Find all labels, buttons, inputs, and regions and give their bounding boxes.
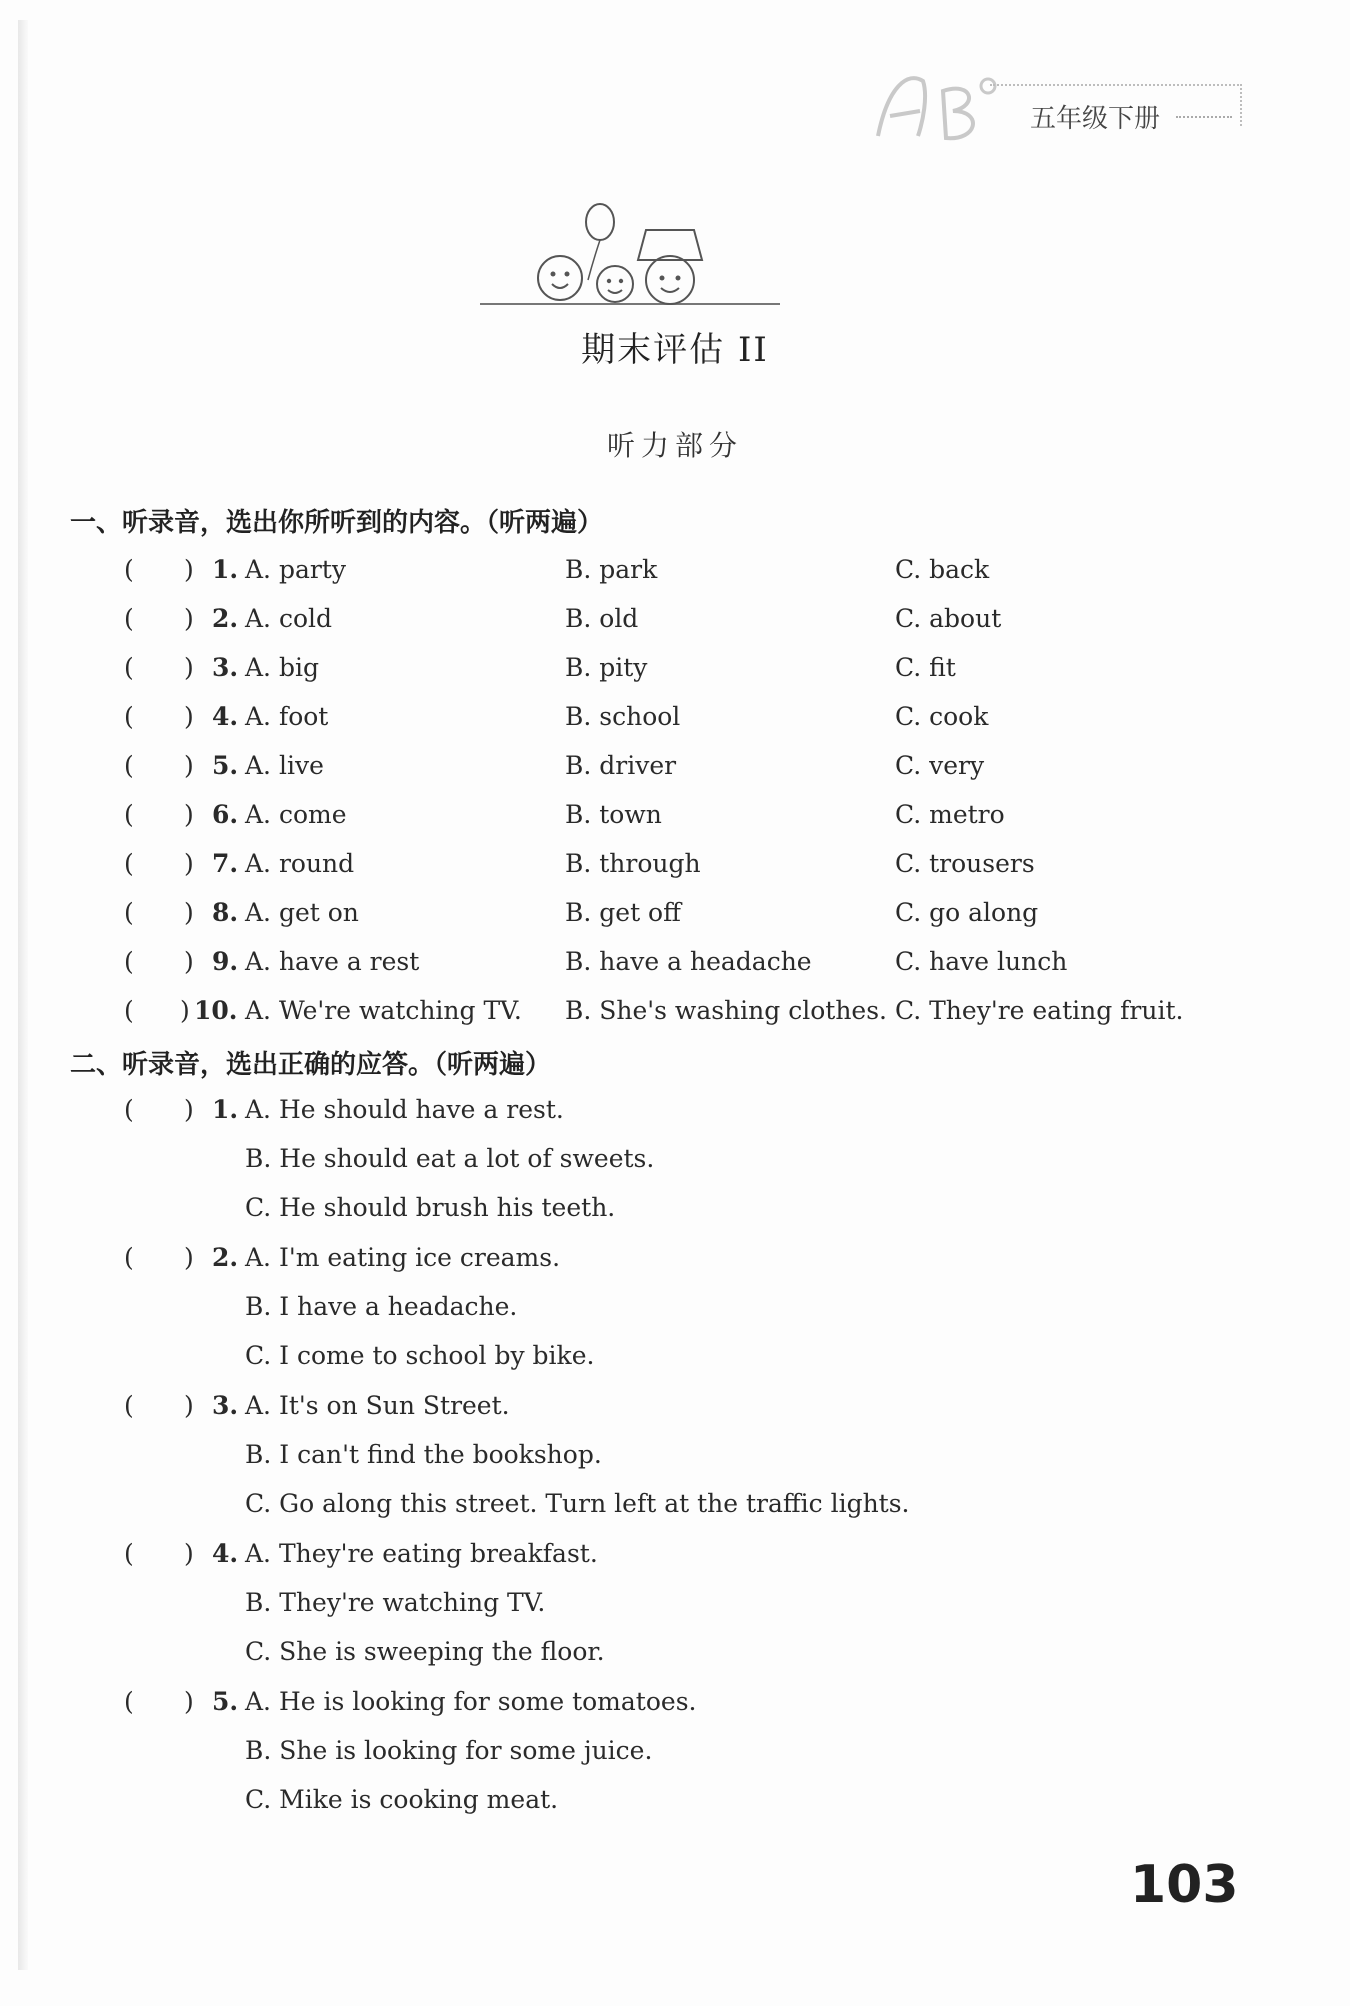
- answer-paren-open[interactable]: (: [124, 898, 134, 927]
- answer-paren-open[interactable]: (: [124, 996, 134, 1025]
- option-b: B. I can't find the bookshop.: [245, 1440, 602, 1469]
- option-b: B. have a headache: [565, 947, 812, 976]
- question-number: 1.: [212, 1095, 239, 1124]
- option-c: C. metro: [895, 800, 1005, 829]
- answer-paren-open[interactable]: (: [124, 1095, 134, 1124]
- option-a: A. It's on Sun Street.: [245, 1391, 510, 1420]
- question-number: 2.: [212, 1243, 239, 1272]
- section-subtitle: 听力部分: [606, 429, 743, 462]
- option-b: B. town: [565, 800, 662, 829]
- part2-heading: 二、听录音，选出正确的应答。（听两遍）: [70, 1050, 552, 1080]
- option-a: A. He should have a rest.: [245, 1095, 564, 1124]
- question-number: 6.: [212, 800, 239, 829]
- option-a: A. We're watching TV.: [245, 996, 522, 1025]
- answer-paren-close: ): [184, 1539, 194, 1568]
- option-c: C. They're eating fruit.: [895, 996, 1184, 1025]
- part1-heading: 一、听录音，选出你所听到的内容。（听两遍）: [70, 508, 604, 538]
- answer-paren-close: ): [184, 702, 194, 731]
- option-b: B. park: [565, 555, 658, 584]
- question-number: 5.: [212, 751, 239, 780]
- answer-paren-open[interactable]: (: [124, 751, 134, 780]
- answer-paren-open[interactable]: (: [124, 947, 134, 976]
- question-number: 4.: [212, 1539, 239, 1568]
- answer-paren-open[interactable]: (: [124, 653, 134, 682]
- answer-paren-close: ): [184, 849, 194, 878]
- answer-paren-close: ): [184, 800, 194, 829]
- answer-paren-close: ): [184, 1687, 194, 1716]
- option-c: C. cook: [895, 702, 989, 731]
- option-b: B. He should eat a lot of sweets.: [245, 1144, 655, 1173]
- answer-paren-open[interactable]: (: [124, 1391, 134, 1420]
- answer-paren-close: ): [184, 604, 194, 633]
- option-a: A. have a rest: [245, 947, 420, 976]
- question-number: 2.: [212, 604, 239, 633]
- option-a: A. big: [245, 653, 319, 682]
- answer-paren-open[interactable]: (: [124, 1243, 134, 1272]
- option-b: B. old: [565, 604, 639, 633]
- option-b: B. I have a headache.: [245, 1292, 518, 1321]
- option-b: B. She's washing clothes.: [565, 996, 887, 1025]
- option-b: B. school: [565, 702, 681, 731]
- answer-paren-close: ): [184, 751, 194, 780]
- option-c: C. fit: [895, 653, 956, 682]
- option-a: A. round: [245, 849, 355, 878]
- answer-paren-open[interactable]: (: [124, 702, 134, 731]
- option-c: C. He should brush his teeth.: [245, 1193, 616, 1222]
- answer-paren-close: ): [184, 947, 194, 976]
- answer-paren-close: ): [184, 653, 194, 682]
- option-a: A. get on: [245, 898, 359, 927]
- option-a: A. They're eating breakfast.: [245, 1539, 598, 1568]
- question-number: 9.: [212, 947, 239, 976]
- answer-paren-close: ): [184, 1391, 194, 1420]
- option-a: A. live: [245, 751, 324, 780]
- option-b: B. get off: [565, 898, 681, 927]
- answer-paren-close: ): [184, 1243, 194, 1272]
- option-a: A. foot: [245, 702, 329, 731]
- option-b: B. pity: [565, 653, 648, 682]
- ab-logo-icon: [868, 66, 1008, 146]
- page-number: 103: [1130, 1855, 1239, 1915]
- question-number: 7.: [212, 849, 239, 878]
- header-dotted-line: [1176, 116, 1232, 118]
- option-a: A. party: [245, 555, 346, 584]
- option-c: C. very: [895, 751, 985, 780]
- question-number: 1.: [212, 555, 239, 584]
- kids-illustration-icon: [480, 200, 780, 312]
- option-b: B. through: [565, 849, 701, 878]
- option-c: C. Mike is cooking meat.: [245, 1785, 559, 1814]
- question-number: 8.: [212, 898, 239, 927]
- question-number: 3.: [212, 653, 239, 682]
- option-c: C. I come to school by bike.: [245, 1341, 595, 1370]
- answer-paren-open[interactable]: (: [124, 1687, 134, 1716]
- answer-paren-close: ): [184, 555, 194, 584]
- answer-paren-close: ): [180, 996, 190, 1025]
- answer-paren-open[interactable]: (: [124, 604, 134, 633]
- option-c: C. go along: [895, 898, 1039, 927]
- answer-paren-open[interactable]: (: [124, 849, 134, 878]
- option-b: B. They're watching TV.: [245, 1588, 546, 1617]
- option-a: A. He is looking for some tomatoes.: [245, 1687, 697, 1716]
- question-number: 5.: [212, 1687, 239, 1716]
- answer-paren-open[interactable]: (: [124, 800, 134, 829]
- option-c: C. trousers: [895, 849, 1035, 878]
- option-c: C. She is sweeping the floor.: [245, 1637, 605, 1666]
- option-c: C. back: [895, 555, 990, 584]
- option-a: A. I'm eating ice creams.: [245, 1243, 561, 1272]
- page-title: 期末评估 II: [581, 330, 769, 370]
- page-spine-shadow: [18, 20, 28, 1970]
- grade-label: 五年级下册: [1030, 104, 1161, 134]
- option-b: B. She is looking for some juice.: [245, 1736, 653, 1765]
- question-number: 4.: [212, 702, 239, 731]
- option-c: C. Go along this street. Turn left at the traffic lights.: [245, 1489, 910, 1518]
- answer-paren-close: ): [184, 1095, 194, 1124]
- option-b: B. driver: [565, 751, 677, 780]
- option-a: A. come: [245, 800, 347, 829]
- answer-paren-close: ): [184, 898, 194, 927]
- question-number: 10.: [194, 996, 238, 1025]
- option-c: C. about: [895, 604, 1002, 633]
- answer-paren-open[interactable]: (: [124, 555, 134, 584]
- option-a: A. cold: [245, 604, 332, 633]
- answer-paren-open[interactable]: (: [124, 1539, 134, 1568]
- option-c: C. have lunch: [895, 947, 1068, 976]
- question-number: 3.: [212, 1391, 239, 1420]
